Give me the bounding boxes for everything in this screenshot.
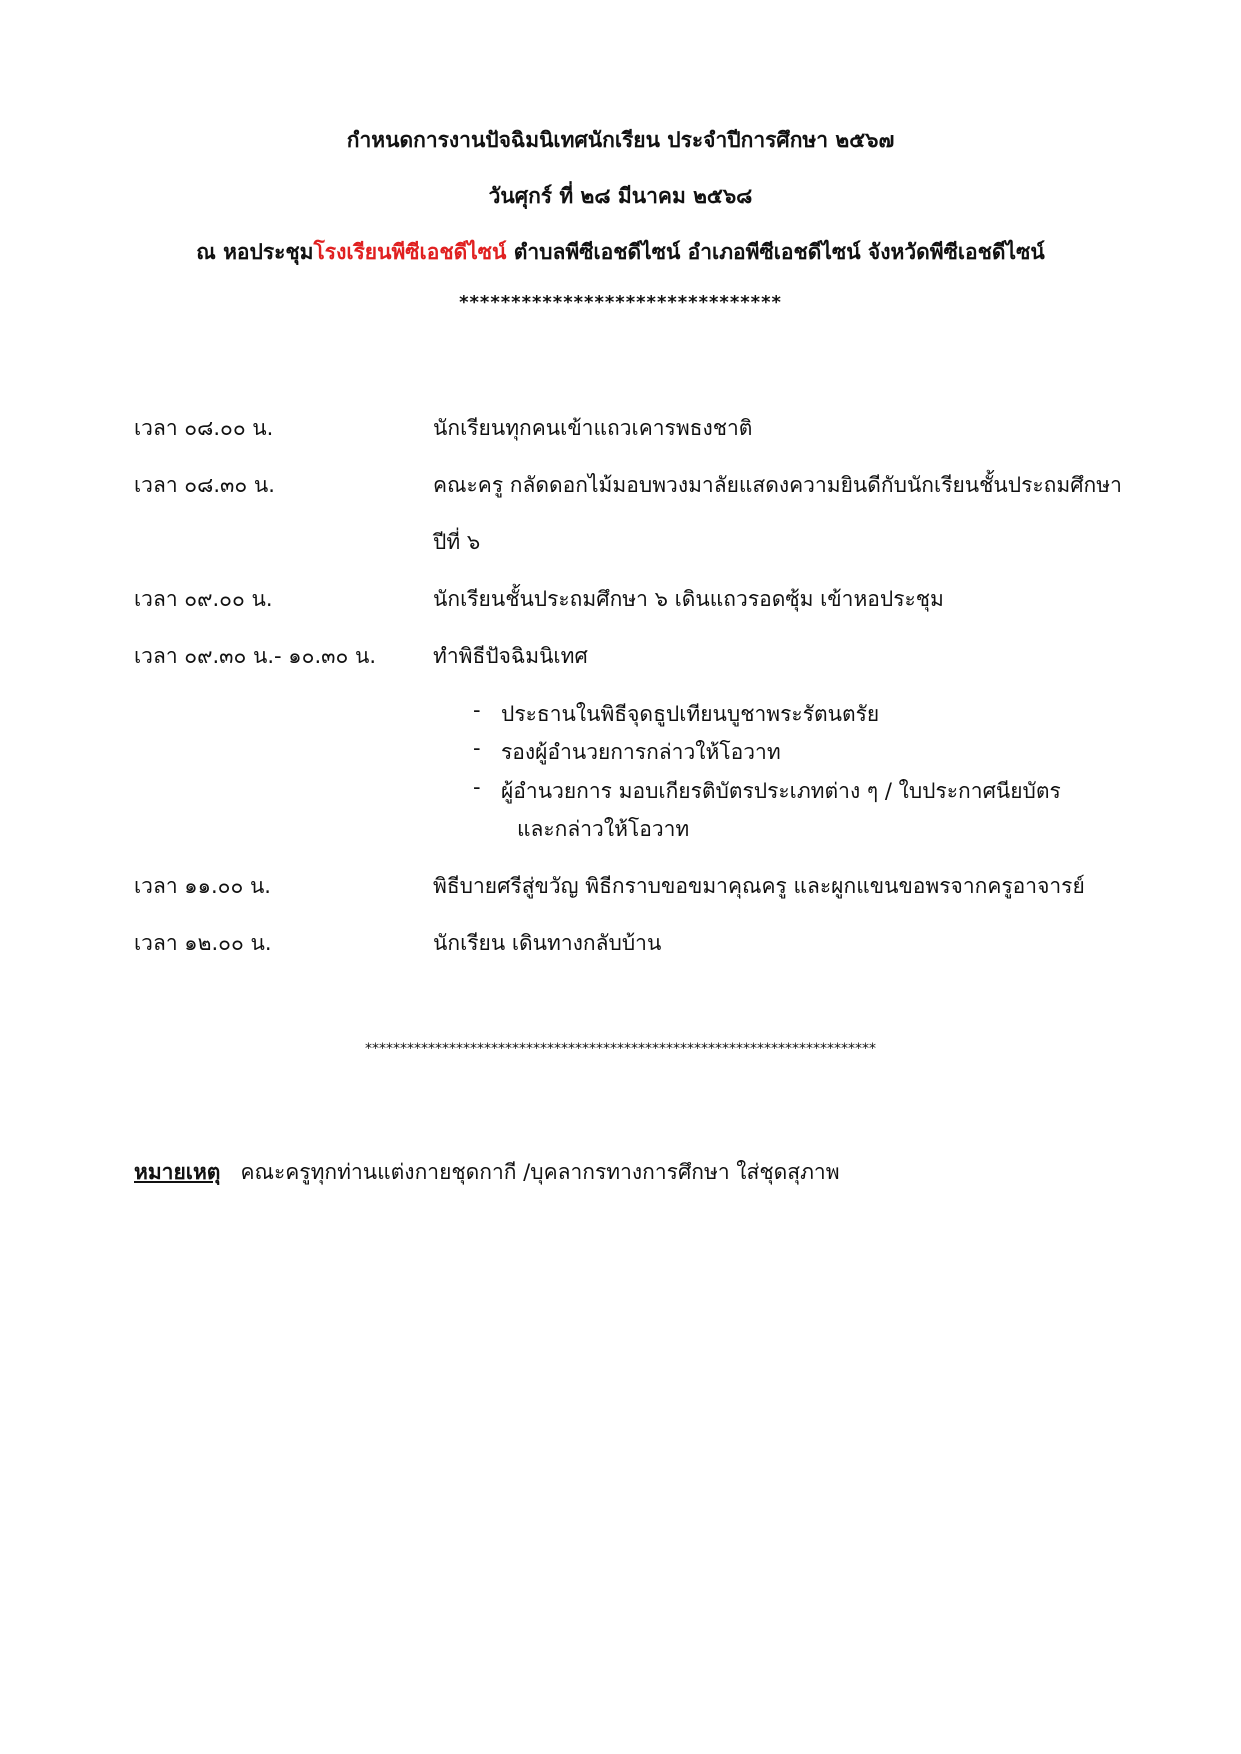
document-title: กำหนดการงานปัจฉิมนิเทศนักเรียน ประจำปีการศึกษา ๒๕๖๗ [346, 128, 895, 152]
ceremony-item-text: รองผู้อำนวยการกล่าวให้โอวาท [501, 740, 781, 764]
schedule-desc: นักเรียน เดินทางกลับบ้าน [433, 931, 662, 955]
schedule-time: เวลา ๐๘.๐๐ น. [134, 416, 274, 440]
schedule-desc-cont: ปีที่ ๖ [433, 530, 481, 554]
event-venue [0, 236, 1241, 269]
schedule-time: เวลา ๐๙.๐๐ น. [134, 587, 273, 611]
note-label: หมายเหตุ [134, 1160, 221, 1184]
bullet-dash: - [473, 736, 481, 760]
schedule-time: เวลา ๐๙.๓๐ น.- ๑๐.๓๐ น. [134, 644, 377, 668]
schedule-time: เวลา ๐๘.๓๐ น. [134, 473, 275, 497]
bullet-dash: - [473, 698, 481, 722]
note-text: คณะครูทุกท่านแต่งกายชุดกากี /บุคลากรทางการศึกษา ใส่ชุดสุภาพ [240, 1160, 840, 1184]
schedule-desc: นักเรียนทุกคนเข้าแถวเคารพธงชาติ [433, 416, 753, 440]
header-divider-stars: ******************************* [459, 292, 782, 313]
venue-prefix: ณ หอประชุม [196, 240, 314, 264]
ceremony-item-text: ผู้อำนวยการ มอบเกียรติบัตรประเภทต่าง ๆ / ใบประกาศนียบัตร [501, 779, 1061, 803]
schedule-time: เวลา ๑๑.๐๐ น. [134, 874, 271, 898]
ceremony-item-cont: และกล่าวให้โอวาท [517, 817, 690, 841]
schedule-desc: ทำพิธีปัจฉิมนิเทศ [433, 644, 588, 668]
bullet-dash: - [473, 775, 481, 799]
schedule-desc: คณะครู กลัดดอกไม้มอบพวงมาลัยแสดงความยินดีกับนักเรียนชั้นประถมศึกษา [433, 473, 1122, 497]
venue-school-name: โรงเรียนพีซีเอชดีไซน์ [313, 240, 507, 264]
schedule-desc: พิธีบายศรีสู่ขวัญ พิธีกราบขอขมาคุณครู และผูกแขนขอพรจากครูอาจารย์ [433, 874, 1085, 898]
schedule-desc: นักเรียนชั้นประถมศึกษา ๖ เดินแถวรอดซุ้ม เข้าหอประชุม [433, 587, 944, 611]
venue-location: ตำบลพีซีเอชดีไซน์ อำเภอพีซีเอชดีไซน์ จังหวัดพีซีเอชดีไซน์ [506, 240, 1045, 264]
ceremony-item-text: ประธานในพิธีจุดธูปเทียนบูชาพระรัตนตรัย [501, 702, 880, 726]
footer-divider-stars: ************************************************************************* [365, 1041, 876, 1057]
event-date: วันศุกร์ ที่ ๒๘ มีนาคม ๒๕๖๘ [488, 184, 753, 208]
schedule-time: เวลา ๑๒.๐๐ น. [134, 931, 272, 955]
note [134, 1156, 840, 1189]
